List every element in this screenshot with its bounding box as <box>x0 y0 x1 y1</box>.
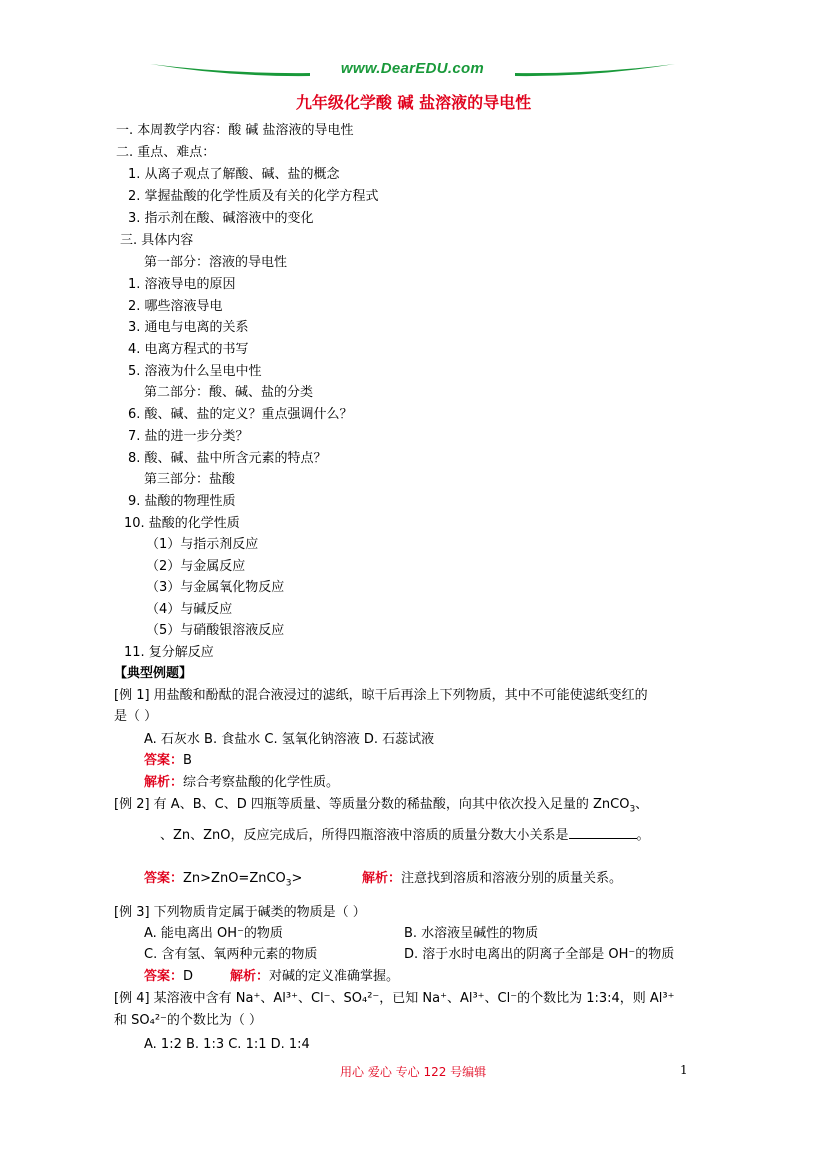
example-3-answer <box>144 968 193 986</box>
sub-list-item: （4）与碱反应 <box>146 602 233 617</box>
page-number: 1 <box>680 1063 688 1077</box>
site-url[interactable]: www.DearEDU.com <box>340 60 485 77</box>
answer-label: 答案： <box>144 969 184 984</box>
example-2-text: [例 2] 有 A、B、C、D 四瓶等质量、等质量分数的稀盐酸，向其中依次投入足量的 ZnCO <box>114 797 630 812</box>
list-item: 3. 指示剂在酸、碱溶液中的变化 <box>128 211 314 226</box>
example-3-option-d: D. 溶于水时电离出的阴离子全部是 OH⁻的物质 <box>404 947 675 962</box>
part-2-heading: 第二部分：酸、碱、盐的分类 <box>144 385 314 400</box>
example-4-line-2: 和 SO₄²⁻的个数比为（ ） <box>114 1013 263 1028</box>
subscript: 3 <box>285 878 292 889</box>
example-2-line-2 <box>160 826 650 845</box>
sub-list-item: （1）与指示剂反应 <box>146 537 259 552</box>
section-3: 三. 具体内容 <box>120 233 194 248</box>
example-3-option-b: B. 水溶液呈碱性的物质 <box>404 926 539 941</box>
list-item: 2. 哪些溶液导电 <box>128 299 223 314</box>
example-3-option-a: A. 能电离出 OH⁻的物质 <box>144 926 283 941</box>
list-item: 11. 复分解反应 <box>124 645 214 660</box>
list-item: 2. 掌握盐酸的化学性质及有关的化学方程式 <box>128 189 379 204</box>
list-item: 4. 电离方程式的书写 <box>128 342 249 357</box>
example-1-line-1: [例 1] 用盐酸和酚酞的混合液浸过的滤纸，晾干后再涂上下列物质，其中不可能使滤纸变红的 <box>114 688 648 703</box>
examples-heading: 【典型例题】 <box>114 666 193 681</box>
answer-label: 答案： <box>144 753 184 768</box>
example-4-options: A. 1:2 B. 1:3 C. 1:1 D. 1:4 <box>144 1037 310 1052</box>
list-item: 3. 通电与电离的关系 <box>128 320 249 335</box>
example-2-text-2: 、Zn、ZnO，反应完成后，所得四瓶溶液中溶质的质量分数大小关系是 <box>160 828 569 843</box>
analysis-label: 解析： <box>230 969 270 984</box>
example-3-option-c: C. 含有氢、氧两种元素的物质 <box>144 947 318 962</box>
example-3-analysis <box>230 968 399 986</box>
example-2-text-2-end: 。 <box>636 828 650 843</box>
analysis-label: 解析： <box>144 775 184 790</box>
example-2-analysis <box>362 870 622 888</box>
example-1-line-2: 是（ ） <box>114 709 158 724</box>
analysis-text: 注意找到溶质和溶液分别的质量关系。 <box>401 871 623 886</box>
site-banner <box>150 60 675 80</box>
list-item: 7. 盐的进一步分类？ <box>128 429 249 444</box>
example-2-answer <box>144 870 302 893</box>
footer-text: 用心 爱心 专心 122 号编辑 <box>340 1065 487 1079</box>
example-2-text-end: 、 <box>635 797 649 812</box>
list-item: 1. 从离子观点了解酸、碱、盐的概念 <box>128 167 340 182</box>
answer-value-end: > <box>291 871 303 886</box>
list-item: 6. 酸、碱、盐的定义？重点强调什么？ <box>128 407 353 422</box>
example-1-answer <box>144 752 192 770</box>
answer-blank <box>569 826 637 839</box>
analysis-text: 对碱的定义准确掌握。 <box>269 969 400 984</box>
list-item: 8. 酸、碱、盐中所含元素的特点？ <box>128 451 327 466</box>
section-2: 二. 重点、难点： <box>116 145 216 160</box>
sub-list-item: （3）与金属氧化物反应 <box>146 580 285 595</box>
list-item: 10. 盐酸的化学性质 <box>124 516 240 531</box>
analysis-label: 解析： <box>362 871 402 886</box>
sub-list-item: （2）与金属反应 <box>146 559 246 574</box>
part-3-heading: 第三部分：盐酸 <box>144 472 236 487</box>
list-item: 5. 溶液为什么呈电中性 <box>128 364 262 379</box>
list-item: 1. 溶液导电的原因 <box>128 277 236 292</box>
example-4-line-1: [例 4] 某溶液中含有 Na⁺、Al³⁺、Cl⁻、SO₄²⁻，已知 Na⁺、Al³⁺、Cl⁻的个数比为 1:3:4，则 Al³⁺ <box>114 991 675 1006</box>
answer-value: Zn>ZnO=ZnCO <box>183 871 286 886</box>
answer-value: B <box>183 753 192 768</box>
list-item: 9. 盐酸的物理性质 <box>128 494 236 509</box>
example-3-line-1: [例 3] 下列物质肯定属于碱类的物质是（ ） <box>114 905 366 920</box>
analysis-text: 综合考察盐酸的化学性质。 <box>183 775 340 790</box>
answer-label: 答案： <box>144 871 184 886</box>
sub-list-item: （5）与硝酸银溶液反应 <box>146 623 285 638</box>
example-1-options: A. 石灰水 B. 食盐水 C. 氢氧化钠溶液 D. 石蕊试液 <box>144 732 435 747</box>
example-1-analysis <box>144 774 339 792</box>
section-1: 一. 本周教学内容：酸 碱 盐溶液的导电性 <box>116 123 354 138</box>
part-1-heading: 第一部分：溶液的导电性 <box>144 255 288 270</box>
page-title: 九年级化学酸 碱 盐溶液的导电性 <box>295 93 532 112</box>
subscript: 3 <box>629 804 636 815</box>
answer-value: D <box>183 969 194 984</box>
example-2-line-1 <box>114 796 648 819</box>
